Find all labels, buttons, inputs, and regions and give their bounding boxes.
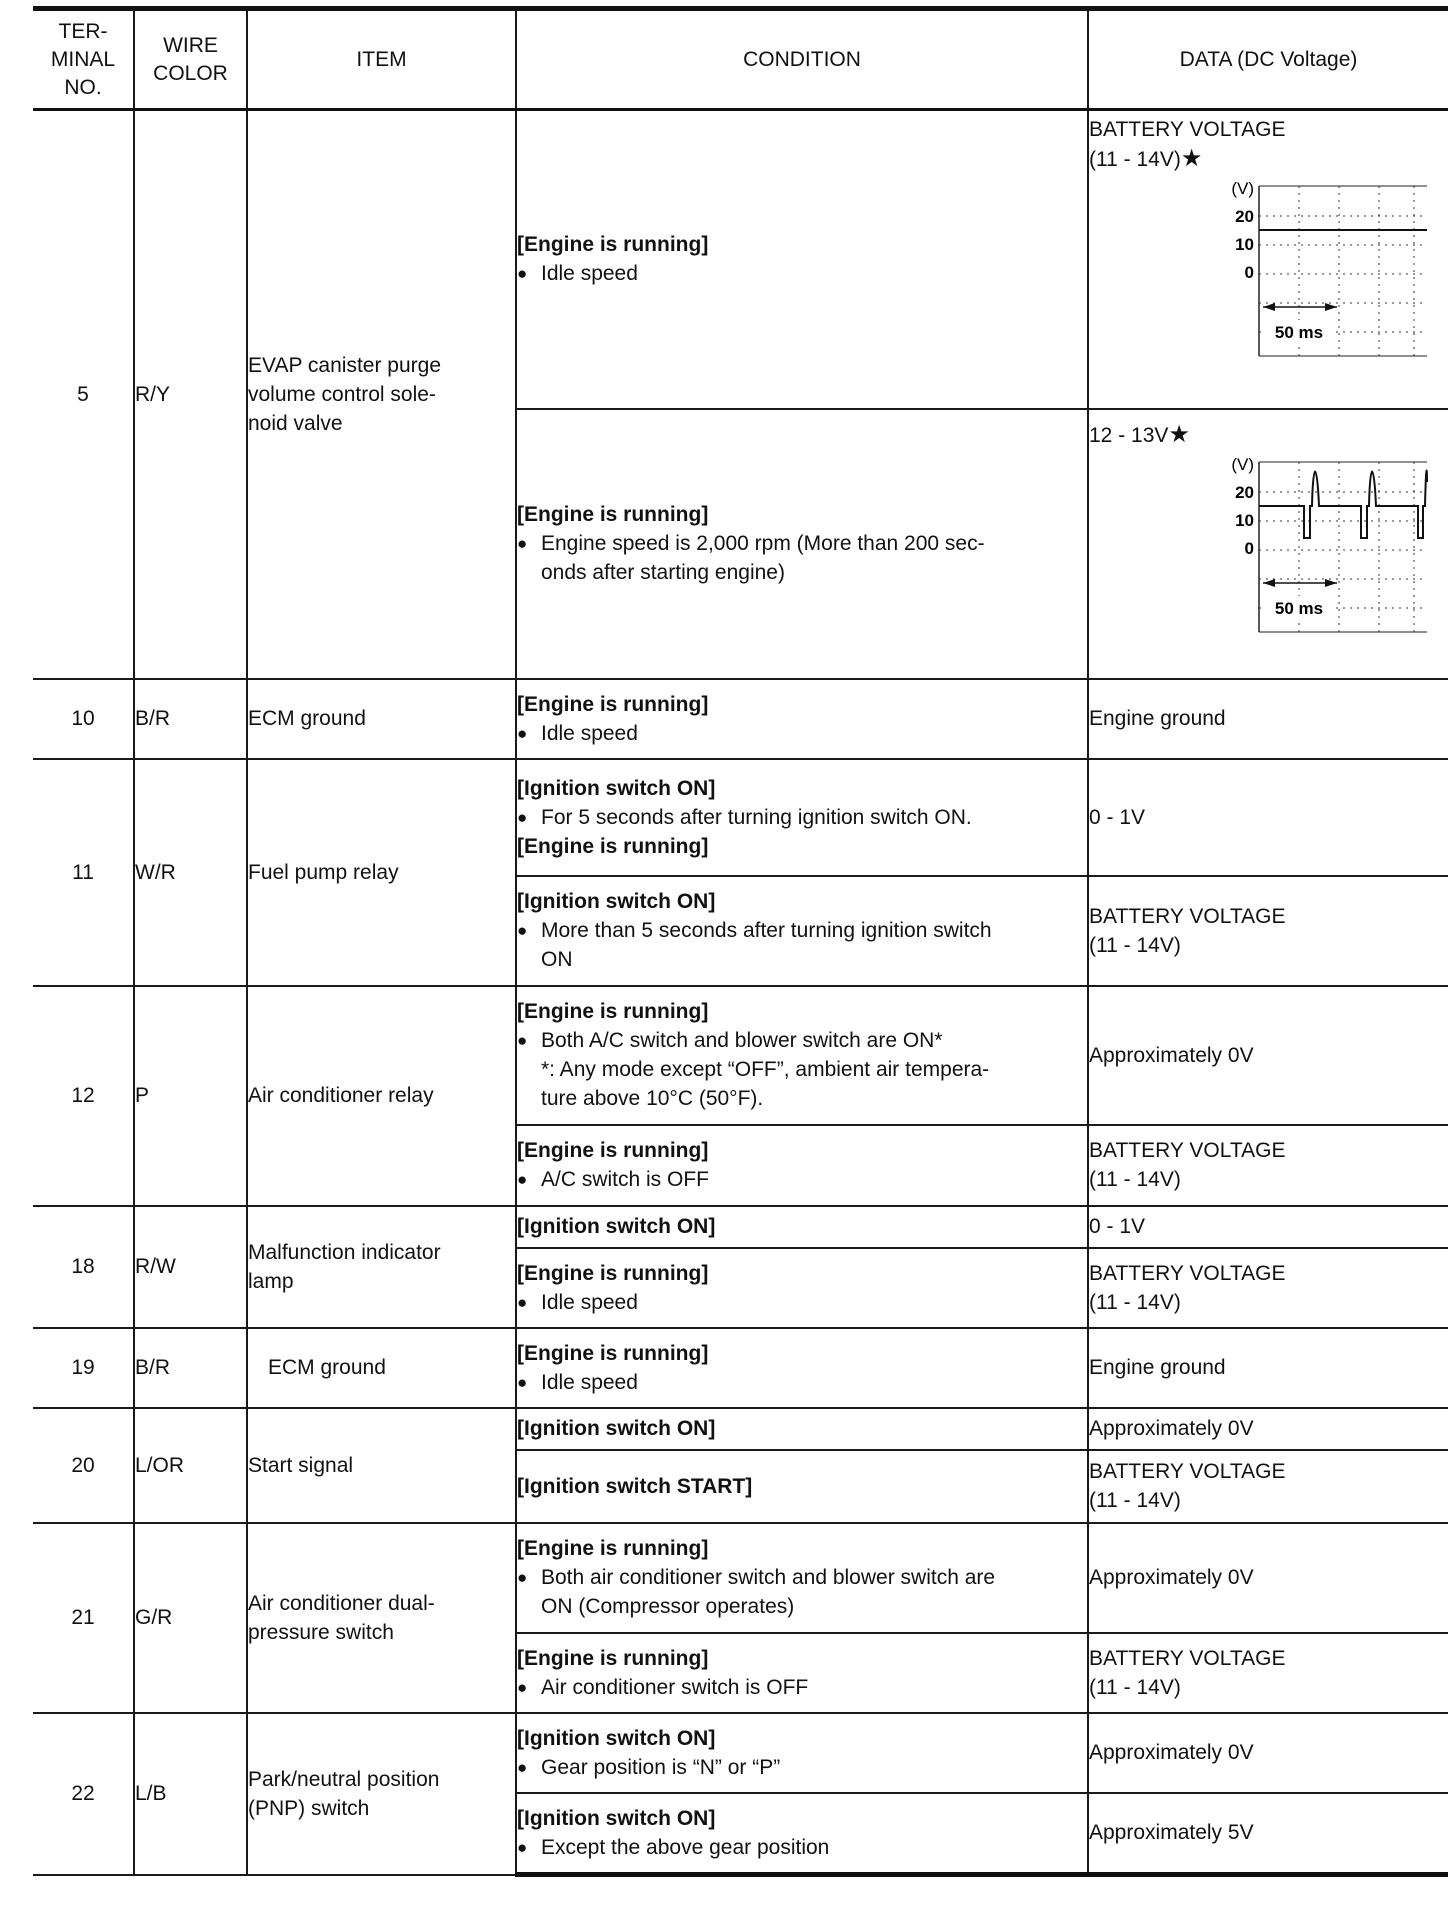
data-cell: 0 - 1V bbox=[1088, 759, 1448, 876]
wire-color: P bbox=[134, 986, 247, 1206]
item-name: Air conditioner relay bbox=[247, 986, 516, 1206]
data-cell: BATTERY VOLTAGE (11 - 14V) bbox=[1088, 1125, 1448, 1206]
table-row bbox=[33, 679, 1448, 759]
data-cell: Approximately 0V bbox=[1088, 1713, 1448, 1793]
condition-heading: [Engine is running] bbox=[517, 233, 709, 257]
item-name: Malfunction indicator lamp bbox=[247, 1206, 516, 1328]
wire-color: R/W bbox=[134, 1206, 247, 1328]
item-name: ECM ground bbox=[247, 679, 516, 759]
data-cell: BATTERY VOLTAGE (11 - 14V) bbox=[1088, 1450, 1448, 1523]
condition-heading: [Ignition switch ON] bbox=[517, 890, 716, 913]
terminal-number: 12 bbox=[33, 986, 134, 1206]
data-cell: Approximately 5V bbox=[1088, 1793, 1448, 1875]
table-row bbox=[33, 1328, 1448, 1408]
bullet-icon: ● bbox=[517, 1837, 528, 1857]
table-row bbox=[33, 1206, 1448, 1248]
item-name: Air conditioner dual- pressure switch bbox=[247, 1523, 516, 1713]
condition-heading: [Engine is running] bbox=[517, 692, 709, 716]
data-cell: Engine ground bbox=[1088, 679, 1448, 759]
condition-heading: [Engine is running] bbox=[517, 503, 709, 526]
condition-heading: [Ignition switch ON] bbox=[517, 1726, 716, 1750]
terminal-number: 21 bbox=[33, 1523, 134, 1713]
terminal-number: 22 bbox=[33, 1713, 134, 1875]
header-row bbox=[33, 9, 1448, 110]
terminal-number: 20 bbox=[33, 1408, 134, 1523]
star-icon: ★ bbox=[1180, 145, 1203, 172]
bullet-icon: ● bbox=[517, 534, 528, 553]
bullet-icon: ● bbox=[517, 1568, 528, 1587]
star-icon: ★ bbox=[1168, 420, 1190, 448]
waveform-idle-chart bbox=[1159, 176, 1429, 364]
condition-cell: [Engine is running] ● A/C switch is OFF bbox=[516, 1125, 1088, 1206]
bullet-icon: ● bbox=[517, 1292, 528, 1312]
condition-cell: [Ignition switch ON] ● Except the above gear position bbox=[516, 1793, 1088, 1875]
table-row bbox=[33, 986, 1448, 1125]
bullet-icon: ● bbox=[517, 1372, 528, 1392]
wire-color: B/R bbox=[134, 679, 247, 759]
waveform-unit-label: (V) bbox=[1231, 454, 1254, 474]
item-name: Park/neutral position (PNP) switch bbox=[247, 1713, 516, 1875]
condition-heading: [Engine is running] bbox=[517, 1261, 709, 1285]
item-name: Start signal bbox=[247, 1408, 516, 1523]
condition-cell: [Engine is running] ● Idle speed bbox=[516, 110, 1088, 409]
item-name: ECM ground bbox=[247, 1328, 516, 1408]
condition-cell bbox=[516, 1408, 1088, 1450]
terminal-number: 18 bbox=[33, 1206, 134, 1328]
table-row bbox=[33, 759, 1448, 876]
condition-cell: [Engine is running] ● Both A/C switch and blower switch are ON* *: Any mode except “OFF”, ambient air tempera- ture above 10°C (50°F). bbox=[516, 986, 1088, 1125]
data-cell: Approximately 0V bbox=[1088, 1523, 1448, 1633]
waveform-scale-label: 50 ms bbox=[1274, 598, 1324, 618]
condition-cell: [Ignition switch ON] ● More than 5 seconds after turning ignition switch ON bbox=[516, 876, 1088, 986]
condition-heading: [Engine is running] bbox=[517, 1000, 709, 1023]
table-row bbox=[33, 1408, 1448, 1450]
condition-heading: [Ignition switch ON] bbox=[517, 1417, 716, 1440]
waveform-unit-label: (V) bbox=[1231, 179, 1254, 198]
condition-cell bbox=[516, 1206, 1088, 1248]
wire-color: L/OR bbox=[134, 1408, 247, 1523]
condition-heading: [Ignition switch ON] bbox=[517, 1806, 716, 1830]
item-name: Fuel pump relay bbox=[247, 759, 516, 986]
condition-cell: [Ignition switch ON] ● For 5 seconds after turning ignition switch ON. [Engine is running] bbox=[516, 759, 1088, 876]
header-wire-color: WIRE COLOR bbox=[134, 9, 247, 110]
bullet-icon: ● bbox=[517, 921, 528, 940]
waveform-2000rpm-chart bbox=[1159, 452, 1429, 640]
data-cell: 0 - 1V bbox=[1088, 1206, 1448, 1248]
condition-cell: [Engine is running] ● Idle speed bbox=[516, 679, 1088, 759]
waveform-tick-label: 0 bbox=[1244, 263, 1254, 282]
waveform-tick-label: 0 bbox=[1244, 538, 1254, 558]
condition-cell bbox=[516, 1450, 1088, 1523]
waveform-tick-label: 20 bbox=[1235, 482, 1254, 502]
wire-color: G/R bbox=[134, 1523, 247, 1713]
terminal-spec-table bbox=[33, 6, 1448, 1877]
bullet-icon: ● bbox=[517, 807, 528, 827]
data-cell: BATTERY VOLTAGE (11 - 14V) bbox=[1088, 876, 1448, 986]
header-data: DATA (DC Voltage) bbox=[1088, 9, 1448, 110]
waveform-tick-label: 10 bbox=[1235, 235, 1254, 254]
table-row bbox=[33, 1713, 1448, 1793]
terminal-number: 11 bbox=[33, 759, 134, 986]
waveform-tick-label: 20 bbox=[1235, 207, 1254, 226]
condition-heading: [Engine is running] bbox=[517, 1341, 709, 1365]
data-cell: BATTERY VOLTAGE (11 - 14V) bbox=[1088, 1248, 1448, 1328]
condition-cell: [Ignition switch ON] ● Gear position is “N” or “P” bbox=[516, 1713, 1088, 1793]
condition-cell: [Engine is running] ● Idle speed bbox=[516, 1248, 1088, 1328]
condition-heading: [Ignition switch ON] bbox=[517, 776, 716, 800]
bullet-icon: ● bbox=[517, 723, 528, 743]
bullet-icon: ● bbox=[517, 264, 528, 284]
wire-color: W/R bbox=[134, 759, 247, 986]
bullet-icon: ● bbox=[517, 1757, 528, 1777]
data-cell: Approximately 0V bbox=[1088, 986, 1448, 1125]
header-terminal: TER- MINAL NO. bbox=[33, 9, 134, 110]
table-row bbox=[33, 1523, 1448, 1633]
condition-cell: [Engine is running] ● Engine speed is 2,000 rpm (More than 200 sec- onds after starting engine) bbox=[516, 409, 1088, 679]
terminal-number: 19 bbox=[33, 1328, 134, 1408]
waveform-scale-label: 50 ms bbox=[1274, 323, 1324, 342]
condition-heading: [Ignition switch ON] bbox=[517, 1215, 716, 1238]
data-cell: BATTERY VOLTAGE (11 - 14V)★ (V) 20 10 0 50 ms bbox=[1088, 110, 1448, 409]
data-cell: Engine ground bbox=[1088, 1328, 1448, 1408]
wire-color: R/Y bbox=[134, 110, 247, 679]
bullet-icon: ● bbox=[517, 1170, 528, 1189]
wire-color: L/B bbox=[134, 1713, 247, 1875]
condition-heading: [Engine is running] bbox=[517, 1139, 709, 1162]
bullet-icon: ● bbox=[517, 1031, 528, 1050]
condition-cell: [Engine is running] ● Both air conditioner switch and blower switch are ON (Compressor operates) bbox=[516, 1523, 1088, 1633]
bullet-icon: ● bbox=[517, 1677, 528, 1697]
data-cell: BATTERY VOLTAGE (11 - 14V) bbox=[1088, 1633, 1448, 1713]
terminal-number: 5 bbox=[33, 110, 134, 679]
header-condition: CONDITION bbox=[516, 9, 1088, 110]
condition-heading: [Engine is running] bbox=[517, 834, 709, 858]
condition-heading: [Engine is running] bbox=[517, 1537, 709, 1560]
waveform-tick-label: 10 bbox=[1235, 510, 1254, 530]
terminal-number: 10 bbox=[33, 679, 134, 759]
condition-heading: [Ignition switch START] bbox=[517, 1474, 753, 1498]
data-cell: 12 - 13V★ (V) 20 10 0 50 ms bbox=[1088, 409, 1448, 679]
condition-heading: [Engine is running] bbox=[517, 1646, 709, 1670]
item-name: EVAP canister purge volume control sole- noid valve bbox=[247, 110, 516, 679]
condition-cell: [Engine is running] ● Idle speed bbox=[516, 1328, 1088, 1408]
condition-cell: [Engine is running] ● Air conditioner switch is OFF bbox=[516, 1633, 1088, 1713]
wire-color: B/R bbox=[134, 1328, 247, 1408]
table-row bbox=[33, 110, 1448, 409]
header-item: ITEM bbox=[247, 9, 516, 110]
data-cell: Approximately 0V bbox=[1088, 1408, 1448, 1450]
